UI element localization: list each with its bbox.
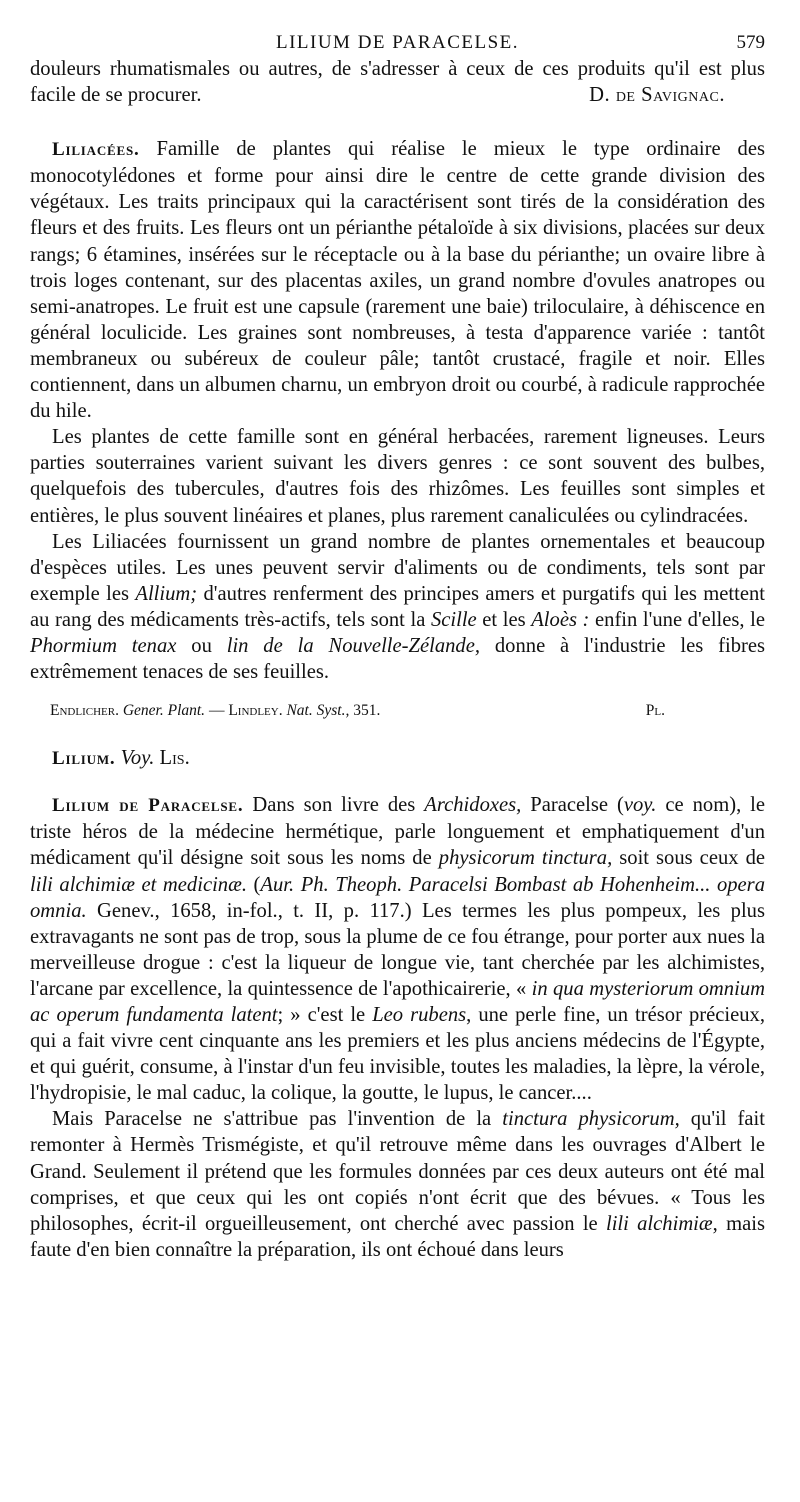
paracelse-paragraph-1: [30, 792, 765, 1106]
italic-run: lin de la Nouvelle-Zélande,: [226, 634, 481, 657]
liliacees-paragraph-2: Les plantes de cette famille sont en général herbacées, rarement ligneuses. Leurs parties souterraines varient suivant les divers genres : ce sont souvent des bulbes, quelquefois des tubercules, d'autres fois des rhizômes. Les feuilles sont simples et entières, le plus souvent linéaires et planes, plus rarement canaliculées ou cylindracées.: [30, 426, 765, 527]
italic-run: Phormium tenax: [30, 634, 177, 657]
text-run: enfin l'une d'elles, le: [595, 608, 766, 631]
italic-run: in qua mysteriorum omnium ac operum fundamenta latent: [30, 977, 765, 1026]
running-title: LILIUM DE PARACELSE.: [275, 32, 520, 53]
italic-run: tinctura physicorum,: [502, 1108, 680, 1131]
text-run: d'autres renferment des principes amers et purgatifs qui les mettent au rang des médicaments très-actifs, tels sont la: [30, 582, 765, 631]
liliacees-p1-text: Famille de plantes qui réalise le mieux le type ordinaire des monocotylédones et forme pour ainsi dire le centre de cette grande division des végétaux. Les traits principaux qui la caractérisent sont tirés de la considération des fleurs et des fruits. Les fleurs ont un périanthe pétaloïde à six divisions, placées sur deux rangs; 6 étamines, insérées sur le réceptacle ou à la base du périanthe; un ovaire libre à trois loges contenant, sur des placentas axiles, un grand nombre d'ovules anatropes ou semi-anatropes. Le fruit est une capsule (rarement une baie) triloculaire, à déhiscence en général loculicide. Les graines sont nombreuses, à testa d'apparence variée : tantôt membraneux ou subéreux de couleur pâle; tantôt crustacé, fragile et noir. Elles contiennent, dans un albumen charnu, un embryon droit ou courbé, à radicule rapprochée du hile.: [30, 138, 765, 423]
cross-ref-voy: Voy.: [120, 747, 155, 770]
text-run: soit sous ceux de: [619, 847, 766, 870]
text-run: donne à l'industrie les fibres extrêmement tenaces de ses feuilles.: [30, 634, 766, 684]
page: [30, 26, 765, 1263]
text-run: ou: [191, 634, 212, 657]
previous-article-text: douleurs rhumatismales ou autres, de s'adresser à ceux de ces produits qu'il est plus facile de se procurer.: [30, 58, 765, 107]
italic-run: Scille: [430, 608, 477, 631]
text-run: , mais faute d'en bien connaître la préparation, ils ont échoué dans leurs: [30, 1212, 765, 1261]
paracelse-paragraph-2: [30, 1106, 765, 1263]
text-run: et les: [482, 608, 526, 631]
running-header: [30, 26, 765, 56]
text-run: , une perle fine, un trésor précieux, qui a fait vivre cent cinquante ans les premiers et les plus anciens médecins de l'Égypte, et qui guérit, consume, à l'instar d'un feu invisible, toutes les maladies, la lèpre, la vérole, l'hydropisie, le mal caduc, la colique, la goutte, le lupus, le cancer....: [30, 1004, 765, 1105]
text-run: ; » c'est le: [277, 1004, 366, 1026]
liliacees-paragraph-3: [30, 529, 765, 686]
text-run: qu'il fait remonter à Hermès Trismégiste, et qu'il retrouve même dans les ouvrages d'Albert le Grand. Seulement il prétend que les formules données par ces deux auteurs ont été mal comprises, et que ceux qui les ont copiés n'ont écrit que des bévues. « Tous les philosophes, écrit-il orgueilleusement, ont cherché avec passion le: [30, 1108, 766, 1235]
lilium-entry: [30, 745, 765, 772]
biblio-author: Endlicher.: [50, 702, 119, 720]
biblio-page: 351.: [353, 702, 381, 720]
italic-run: lili alchimiæ: [605, 1212, 713, 1235]
biblio-title: Gener. Plant.: [122, 702, 206, 720]
biblio-author: — Lindley.: [208, 702, 283, 720]
text-run: ce nom), le triste héros de la médecine hermétique, parle longuement et emphatiquement d'un médicament qu'il désigne soit sous les noms de: [30, 794, 766, 870]
previous-article-end: [30, 56, 765, 108]
biblio-title: Nat. Syst.,: [286, 702, 350, 720]
lilium-headword: Lilium.: [52, 748, 116, 770]
italic-run: Allium;: [135, 582, 198, 605]
cross-ref-target: Lis.: [159, 747, 190, 770]
text-run: Les Liliacées fournissent un grand nombre de plantes ornementales et beaucoup d'espèces utiles. Les unes peuvent servir d'aliments ou de condiments, tels sont par exemple les: [30, 530, 765, 605]
italic-run: lili alchimiæ et medicinæ.: [30, 873, 247, 896]
liliacees-paragraph-1: [30, 136, 765, 424]
text-run: Paracelse (: [530, 794, 624, 817]
italic-run: Aloès :: [531, 608, 590, 631]
italic-run: Archidoxes,: [424, 794, 522, 817]
text-run: Dans son livre des: [252, 794, 416, 817]
liliacees-headword: Liliacées.: [52, 139, 140, 161]
italic-run: voy.: [623, 794, 657, 817]
text-run: Mais Paracelse ne s'attribue pas l'invention de la: [52, 1108, 492, 1131]
liliacees-bibliography: [30, 701, 765, 723]
previous-article-author: D. de Savignac.: [589, 84, 725, 107]
italic-run: Leo rubens: [372, 1004, 467, 1026]
paracelse-headword: Lilium de Paracelse.: [52, 795, 244, 817]
page-number: 579: [736, 32, 765, 53]
liliacees-signature: Pl.: [645, 702, 665, 720]
italic-run: Aur. Ph. Theoph. Paracelsi Bombast ab Hohenheim... opera omnia.: [30, 873, 765, 922]
text-run: (: [253, 873, 261, 896]
text-run: Genev., 1658, in-fol., t. II, p. 117.) Les termes les plus pompeux, les plus extravagants ne sont pas de trop, sous la plume de ce fou étrange, pour porter aux nues la merveilleuse drogue : c'est la liqueur de longue vie, tant cherchée par les alchimistes, l'arcane par excellence, la quintessence de l'apothicairerie, «: [30, 899, 765, 1000]
italic-run: physicorum tinctura,: [438, 847, 613, 870]
